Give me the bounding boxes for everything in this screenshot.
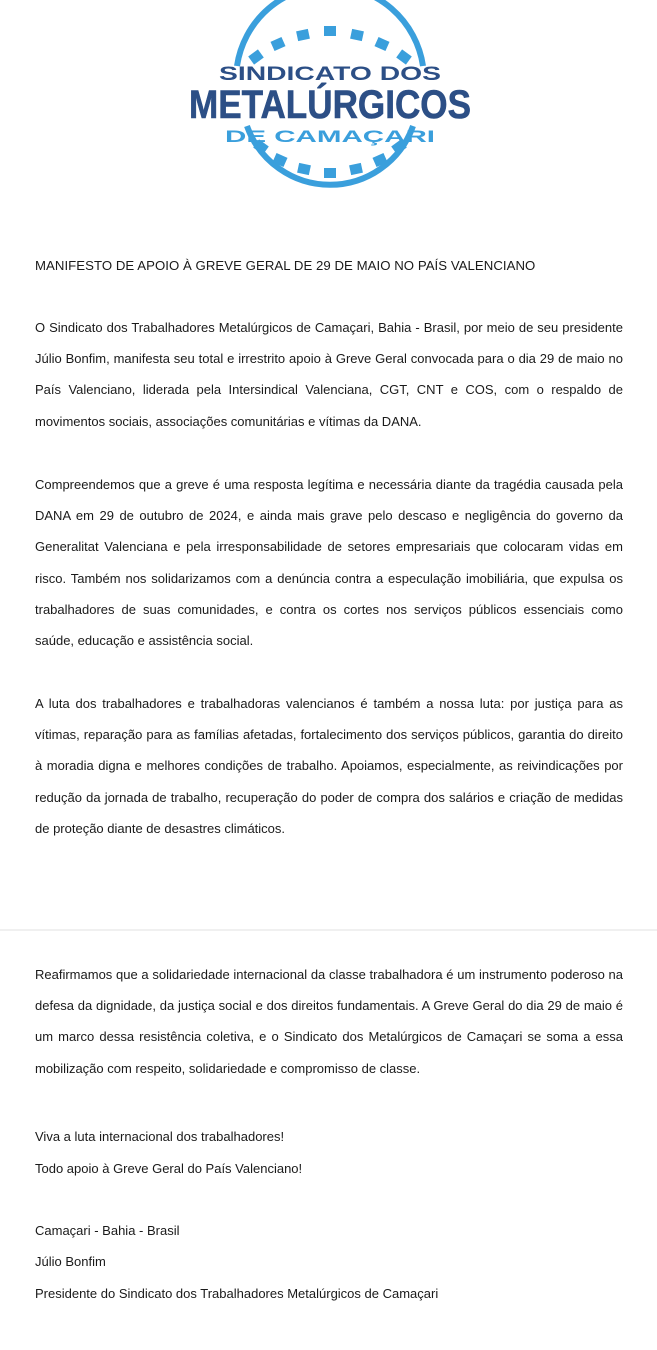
logo-line-3: DE CAMAÇARI (225, 127, 435, 146)
logo-line-1: SINDICATO DOS (219, 64, 441, 85)
signature-name: Júlio Bonfim (35, 1254, 106, 1269)
closing-line: Todo apoio à Greve Geral do País Valenciano! (35, 1161, 303, 1176)
union-logo (185, 22, 511, 182)
signature-role: Presidente do Sindicato dos Trabalhadores Metalúrgicos de Camaçari (35, 1286, 439, 1301)
paragraph-support: O Sindicato dos Trabalhadores Metalúrgicos de Camaçari, Bahia - Brasil, por meio de seu presidente Júlio Bonfim, manifesta seu total e irrestrito apoio à Greve Geral convocada para o dia 29 de maio no País Valenciano, liderada pela Intersindical Valenciana, CGT, CNT e COS, com o respaldo de movimentos sociais, associações comunitárias e vítimas da DANA. (35, 320, 623, 429)
paragraph-solidarity: Reafirmamos que a solidariedade internacional da classe trabalhadora é um instrumento poderoso na defesa da dignidade, da justiça social e dos direitos fundamentais. A Greve Geral do dia 29 de maio é um marco dessa resistência coletiva, e o Sindicato dos Metalúrgicos de Camaçari se soma a essa mobilização com respeito, solidariedade e compromisso de classe. (35, 967, 623, 1076)
document-title: MANIFESTO DE APOIO À GREVE GERAL DE 29 DE MAIO NO PAÍS VALENCIANO (35, 258, 536, 273)
paragraph-struggle: A luta dos trabalhadores e trabalhadoras valencianos é também a nossa luta: por justiça para as vítimas, reparação para as famílias afetadas, fortalecimento dos serviços públicos, garantia do direito à moradia digna e melhores condições de trabalho. Apoiamos, especialmente, as reivindicações por redução da jornada de trabalho, recuperação do poder de compra dos salários e criação de medidas de proteção diante de desastres climáticos. (35, 696, 623, 836)
letter-page-bottom (0, 930, 657, 1350)
logo-line-2: METALÚRGICOS (189, 83, 511, 127)
signature-location: Camaçari - Bahia - Brasil (35, 1223, 180, 1238)
closing-line: Viva a luta internacional dos trabalhadores! (35, 1129, 285, 1144)
paragraph-reasons: Compreendemos que a greve é uma resposta legítima e necessária diante da tragédia causada pela DANA em 29 de outubro de 2024, e ainda mais grave pelo descaso e negligência do governo da Generalitat Valenciana e pela irresponsabilidade de setores empresariais que colocaram vidas em risco. Também nos solidarizamos com a denúncia contra a especulação imobiliária, que expulsa os trabalhadores de suas comunidades, e contra os cortes nos serviços públicos essenciais como saúde, educação e assistência social. (35, 477, 623, 649)
